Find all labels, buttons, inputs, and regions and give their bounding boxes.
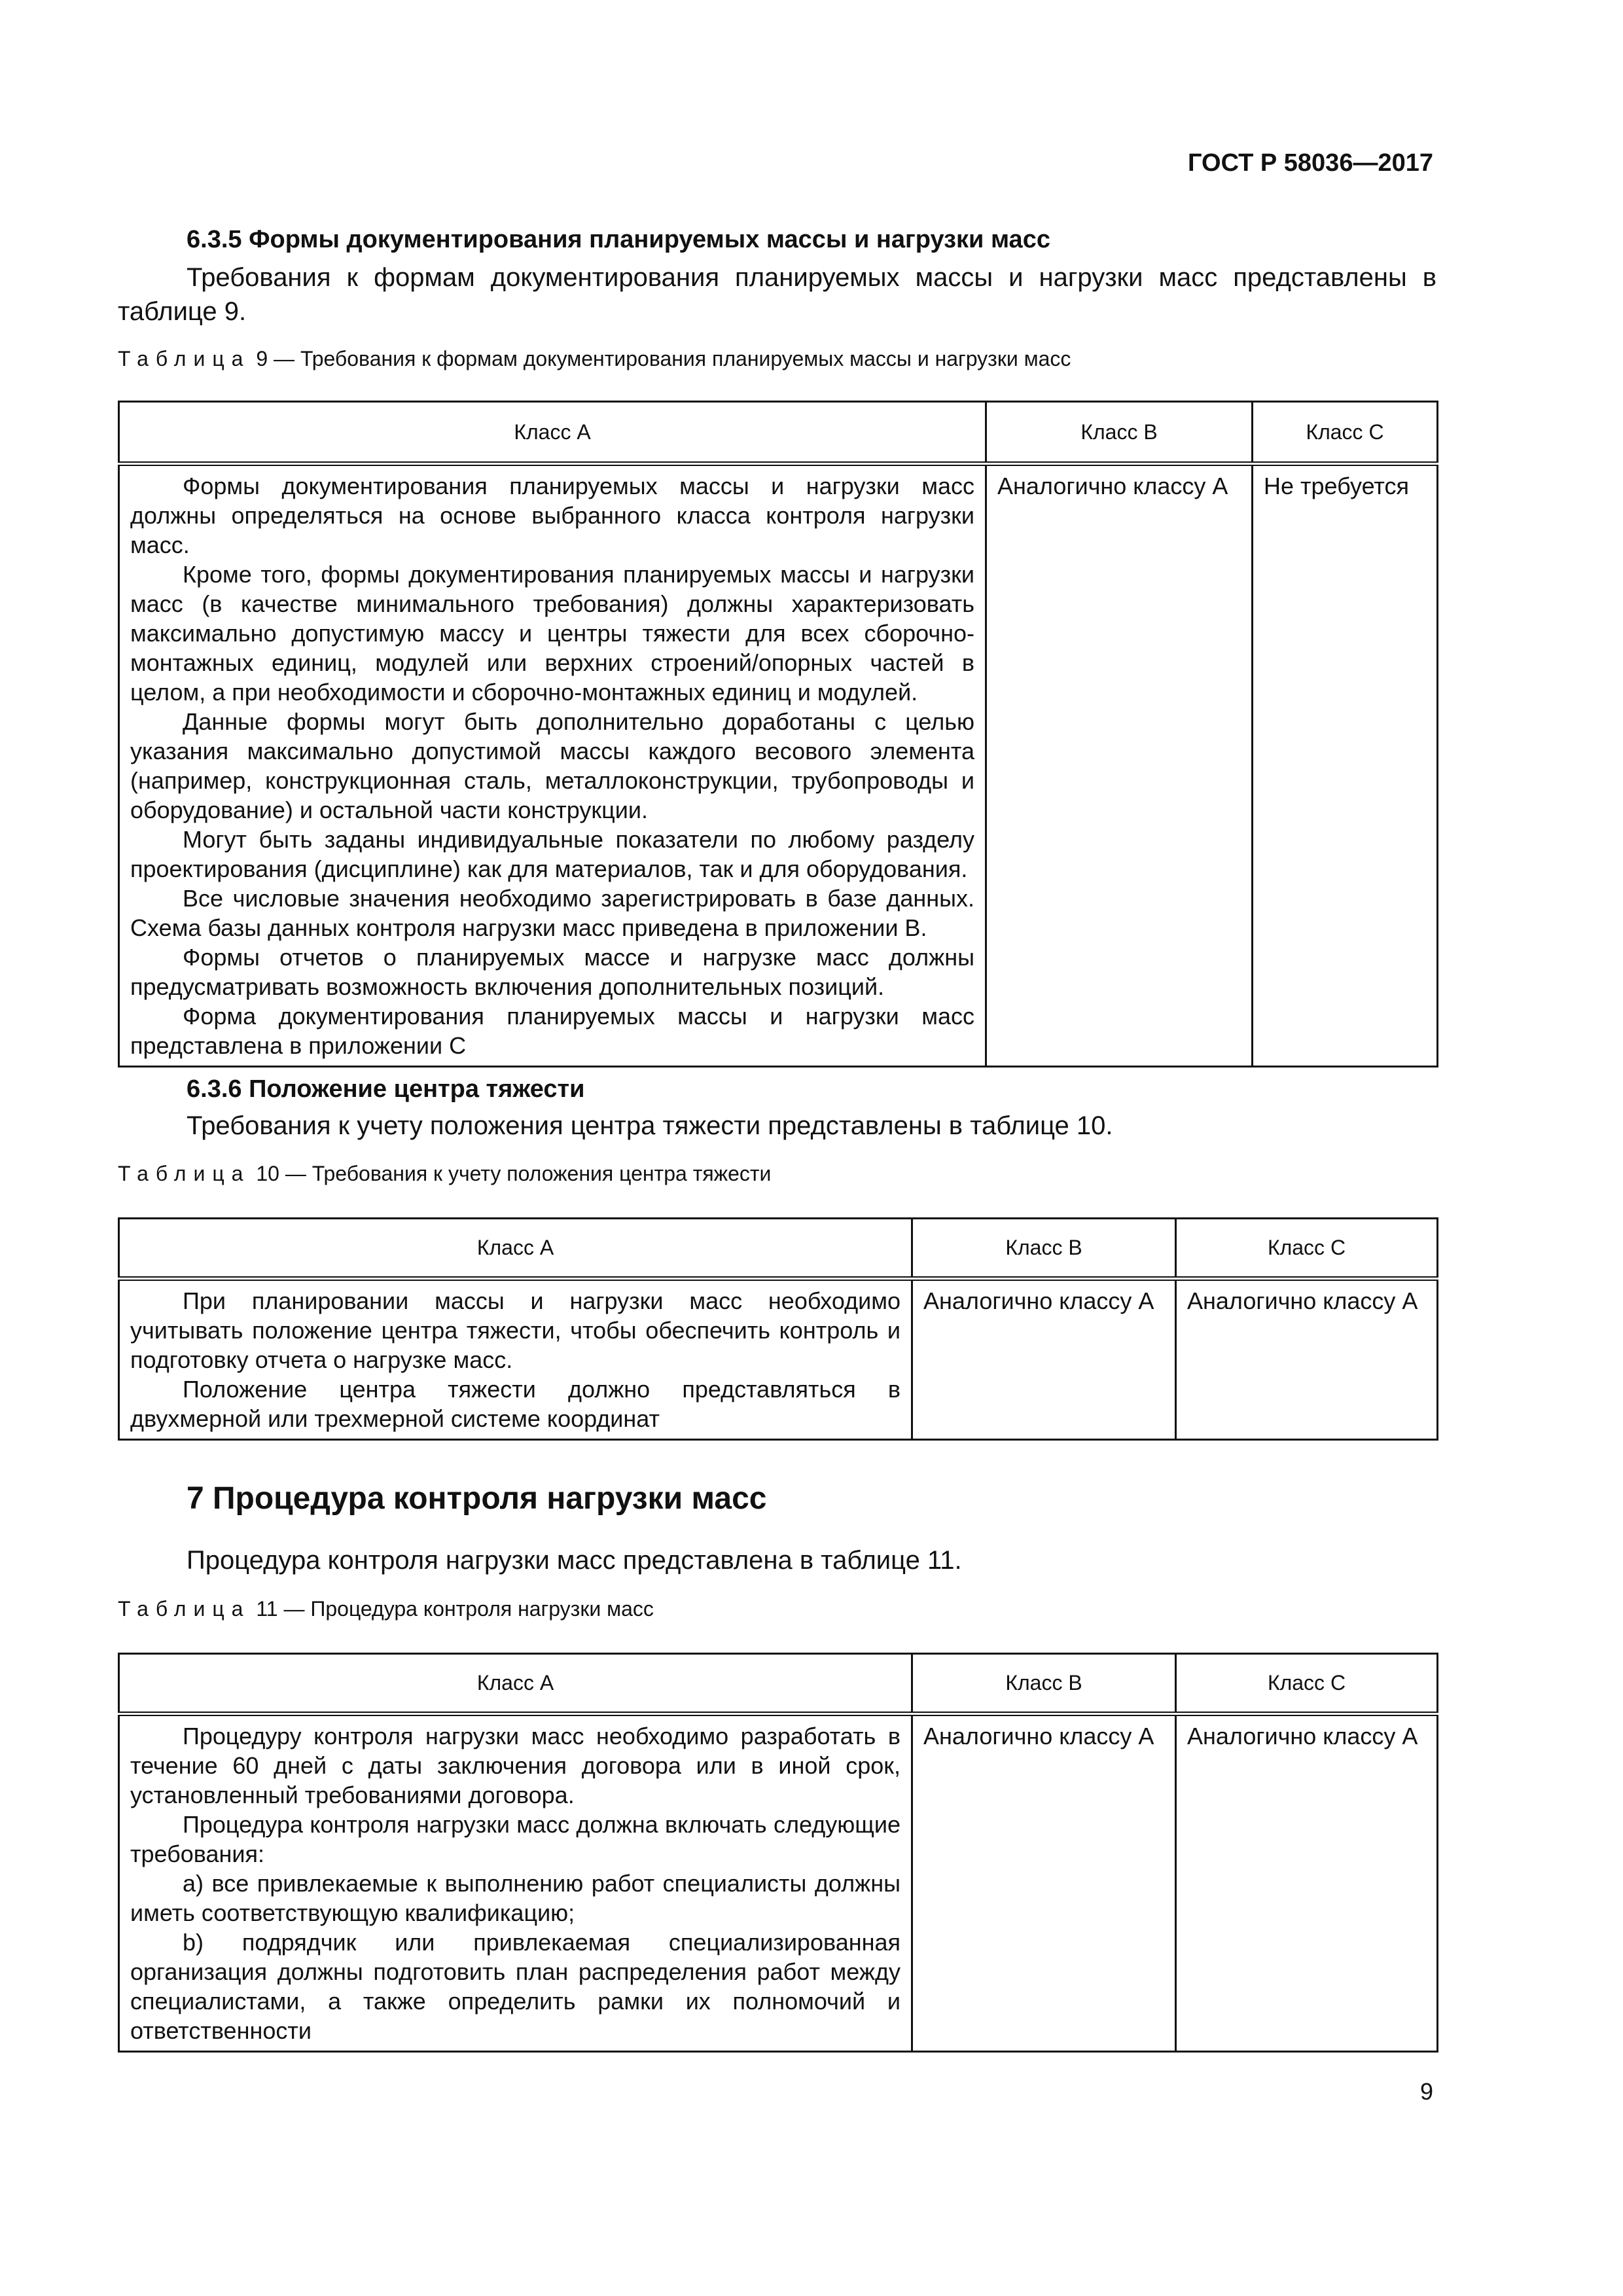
column-header-class-a: Класс А: [119, 1219, 912, 1279]
caption-label: Таблица: [118, 347, 251, 370]
requirement-paragraph: Форма документирования планируемых массы и нагрузки масс представлена в приложении С: [130, 1003, 974, 1059]
caption-text: 9 — Требования к формам документирования планируемых массы и нагрузки масс: [250, 347, 1071, 370]
table-10: [118, 1217, 1438, 1441]
column-header-class-b: Класс В: [912, 1654, 1176, 1714]
requirement-paragraph: Могут быть заданы индивидуальные показатели по любому разделу проектирования (дисциплине) как для материалов, так и для оборудования.: [130, 826, 974, 882]
requirement-paragraph: Положение центра тяжести должно представляться в двухмерной или трехмерной системе координат: [130, 1376, 901, 1432]
table-header-row: [119, 402, 1438, 464]
page-number: 9: [1419, 2078, 1433, 2105]
table-row: [119, 1714, 1438, 2052]
requirement-paragraph: Формы отчетов о планируемых массе и нагрузке масс должны предусматривать возможность включения дополнительных позиций.: [130, 944, 974, 1000]
caption-label: Таблица: [118, 1597, 251, 1621]
caption-text: 11 — Процедура контроля нагрузки масс: [250, 1597, 654, 1621]
class-b-cell: Аналогично классу А: [912, 1279, 1176, 1440]
column-header-class-c: Класс С: [1253, 402, 1438, 464]
section-intro-7: Процедура контроля нагрузки масс представлена в таблице 11.: [187, 1546, 962, 1575]
table-caption-11: [118, 1597, 654, 1621]
section-intro-6-3-5: Требования к формам документирования планируемых массы и нагрузки масс представлены в таблице 9.: [118, 263, 1436, 326]
requirement-paragraph: Процедура контроля нагрузки масс должна включать следующие требования:: [130, 1811, 901, 1867]
class-c-cell: Аналогично классу А: [1176, 1279, 1438, 1440]
column-header-class-b: Класс В: [912, 1219, 1176, 1279]
requirement-paragraph: Кроме того, формы документирования планируемых массы и нагрузки масс (в качестве минимального требования) должны характеризовать максимально допустимую массу и центры тяжести для всех сборочно-монтажных единиц, модулей или верхних строений/опорных частей в целом, а при необходимости и сборочно-монтажных единиц и модулей.: [130, 561, 974, 706]
class-a-cell: [119, 1714, 912, 2052]
column-header-class-c: Класс С: [1176, 1654, 1438, 1714]
table-row: [119, 464, 1438, 1067]
column-header-class-a: Класс А: [119, 1654, 912, 1714]
requirement-paragraph: При планировании массы и нагрузки масс необходимо учитывать положение центра тяжести, чтобы обеспечить контроль и подготовку отчета о нагрузке масс.: [130, 1287, 901, 1373]
class-b-cell: Аналогично классу А: [912, 1714, 1176, 2052]
class-a-cell: [119, 1279, 912, 1440]
table-header-row: [119, 1654, 1438, 1714]
table-caption-9: [118, 347, 1071, 371]
caption-label: Таблица: [118, 1162, 251, 1185]
requirement-item: a) все привлекаемые к выполнению работ специалисты должны иметь соответствующую квалификацию;: [130, 1870, 901, 1926]
table-header-row: [119, 1219, 1438, 1279]
table-row: [119, 1279, 1438, 1440]
section-heading-7: 7 Процедура контроля нагрузки масс: [187, 1481, 767, 1516]
requirement-paragraph: Данные формы могут быть дополнительно доработаны с целью указания максимально допустимой массы каждого весового элемента (например, конструкционная сталь, металлоконструкции, трубопроводы и оборудование) и остальной части конструкции.: [130, 708, 974, 823]
class-c-cell: Не требуется: [1253, 464, 1438, 1067]
table-9: [118, 401, 1438, 1067]
class-b-cell: Аналогично классу А: [986, 464, 1253, 1067]
table-caption-10: [118, 1162, 771, 1186]
requirement-paragraph: Все числовые значения необходимо зарегистрировать в базе данных. Схема базы данных контроля нагрузки масс приведена в приложении В.: [130, 885, 974, 941]
class-c-cell: Аналогично классу А: [1176, 1714, 1438, 2052]
caption-text: 10 — Требования к учету положения центра тяжести: [250, 1162, 772, 1185]
document-id: ГОСТ Р 58036—2017: [1188, 149, 1433, 177]
column-header-class-b: Класс В: [986, 402, 1253, 464]
requirement-item: b) подрядчик или привлекаемая специализированная организация должны подготовить план распределения работ между специалистами, а также определить рамки их полномочий и ответственности: [130, 1929, 901, 2044]
section-intro-6-3-6: Требования к учету положения центра тяжести представлены в таблице 10.: [187, 1111, 1113, 1140]
section-heading-6-3-6: 6.3.6 Положение центра тяжести: [187, 1075, 585, 1103]
table-11: [118, 1653, 1438, 2053]
requirement-paragraph: Формы документирования планируемых массы и нагрузки масс должны определяться на основе выбранного класса контроля нагрузки масс.: [130, 473, 974, 558]
column-header-class-a: Класс А: [119, 402, 986, 464]
requirement-paragraph: Процедуру контроля нагрузки масс необходимо разработать в течение 60 дней с даты заключения договора или в иной срок, установленный требованиями договора.: [130, 1723, 901, 1808]
section-heading-6-3-5: 6.3.5 Формы документирования планируемых массы и нагрузки масс: [187, 226, 1050, 253]
column-header-class-c: Класс С: [1176, 1219, 1438, 1279]
class-a-cell: [119, 464, 986, 1067]
